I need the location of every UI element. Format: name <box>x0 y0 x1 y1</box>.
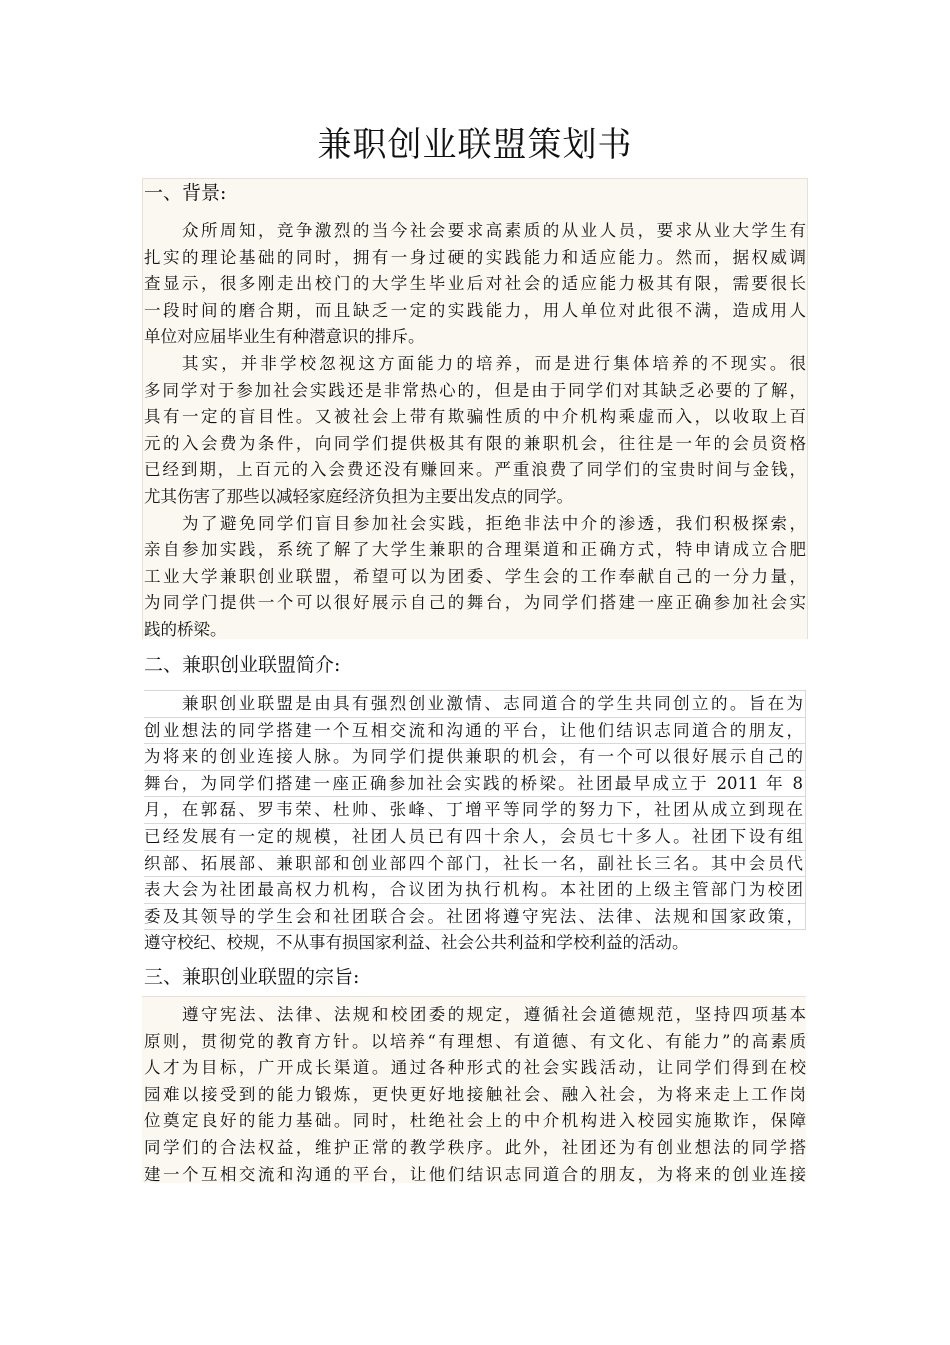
paragraph-line: 单位对应届毕业生有种潜意识的排斥。 <box>144 327 425 347</box>
paragraph-line: 创业想法的同学搭建一个互相交流和沟通的平台，让他们结识志同道合的朋友， <box>144 717 806 744</box>
section-body-purpose <box>144 1002 806 1188</box>
paragraph-line: 工业大学兼职创业联盟，希望可以为团委、学生会的工作奉献自己的一分力量， <box>144 566 806 586</box>
paragraph-line: 人才为目标，广开成长渠道。通过各种形式的社会实践活动，让同学们得到在校 <box>144 1058 806 1078</box>
paragraph-line: 月，在郭磊、罗韦荣、杜帅、张峰、丁增平等同学的努力下，社团从成立到现在 <box>144 796 806 823</box>
section-heading-purpose: 三、兼职创业联盟的宗旨: <box>144 966 360 988</box>
section-heading-background: 一、背景: <box>144 182 227 204</box>
paragraph-line: 一段时间的磨合期，而且缺乏一定的实践能力，用人单位对此很不满，造成用人 <box>144 300 806 320</box>
paragraph-line: 原则，贯彻党的教育方针。以培养“有理想、有道德、有文化、有能力”的高素质 <box>144 1031 806 1051</box>
paragraph-line: 位奠定良好的能力基础。同时，杜绝社会上的中介机构进入校园实施欺诈，保障 <box>144 1111 806 1131</box>
paragraph-line: 织部、拓展部、兼职部和创业部四个部门，社长一名，副社长三名。其中会员代 <box>144 850 806 877</box>
paragraph-line: 已经到期，上百元的入会费还没有赚回来。严重浪费了同学们的宝贵时间与金钱， <box>144 460 806 480</box>
section-heading-intro: 二、兼职创业联盟简介: <box>144 654 341 676</box>
paragraph-line: 践的桥梁。 <box>144 619 227 639</box>
paragraph-line: 遵守校纪、校规，不从事有损国家利益、社会公共利益和学校利益的活动。 <box>144 929 806 956</box>
paragraph-line: 表大会为社团最高权力机构，合议团为执行机构。本社团的上级主管部门为校团 <box>144 876 806 903</box>
paragraph-line: 兼职创业联盟是由具有强烈创业激情、志同道合的学生共同创立的。旨在为 <box>144 690 806 717</box>
paragraph-line: 具有一定的盲目性。又被社会上带有欺骗性质的中介机构乘虚而入，以收取上百 <box>144 407 806 427</box>
paragraph-line: 多同学对于参加社会实践还是非常热心的，但是由于同学们对其缺乏必要的了解， <box>144 380 806 400</box>
paragraph-line: 为将来的创业连接人脉。为同学们提供兼职的机会，有一个可以很好展示自己的 <box>144 743 806 770</box>
section-body-background <box>144 218 806 644</box>
paragraph-line: 园难以接受到的能力锻炼，更快更好地接触社会、融入社会，为将来走上工作岗 <box>144 1084 806 1104</box>
paragraph-line: 众所周知，竞争激烈的当今社会要求高素质的从业人员，要求从业大学生有 <box>182 221 806 240</box>
paragraph-line: 舞台，为同学们搭建一座正确参加社会实践的桥梁。社团最早成立于 2011 年 8 <box>144 770 806 797</box>
paragraph-line: 查显示，很多刚走出校门的大学生毕业后对社会的适应能力极其有限，需要很长 <box>144 274 806 294</box>
paragraph-line: 已经发展有一定的规模，社团人员已有四十余人，会员七十多人。社团下设有组 <box>144 823 806 850</box>
paragraph-line: 元的入会费为条件，向同学们提供极其有限的兼职机会，往往是一年的会员资格 <box>144 433 806 453</box>
paragraph-line: 为了避免同学们盲目参加社会实践，拒绝非法中介的渗透，我们积极探索， <box>182 513 806 533</box>
section-body-intro <box>144 690 806 956</box>
paragraph-line: 遵守宪法、法律、法规和校团委的规定，遵循社会道德规范，坚持四项基本 <box>182 1005 806 1024</box>
paragraph-line: 扎实的理论基础的同时，拥有一身过硬的实践能力和适应能力。然而，据权威调 <box>144 247 806 267</box>
paragraph-line: 委及其领导的学生会和社团联合会。社团将遵守宪法、法律、法规和国家政策， <box>144 903 806 930</box>
document-title: 兼职创业联盟策划书 <box>317 125 633 165</box>
paragraph-line: 亲自参加实践，系统了解了大学生兼职的合理渠道和正确方式，特申请成立合肥 <box>144 540 806 560</box>
paragraph-line: 其实，并非学校忽视这方面能力的培养，而是进行集体培养的不现实。很 <box>182 353 806 373</box>
paragraph-line: 同学们的合法权益，维护正常的教学秩序。此外，社团还为有创业想法的同学搭 <box>144 1137 806 1157</box>
paragraph-line: 建一个互相交流和沟通的平台，让他们结识志同道合的朋友，为将来的创业连接 <box>144 1164 806 1184</box>
paragraph-line: 尤其伤害了那些以减轻家庭经济负担为主要出发点的同学。 <box>144 486 573 506</box>
paragraph-line: 为同学门提供一个可以很好展示自己的舞台，为同学们搭建一座正确参加社会实 <box>144 593 806 613</box>
